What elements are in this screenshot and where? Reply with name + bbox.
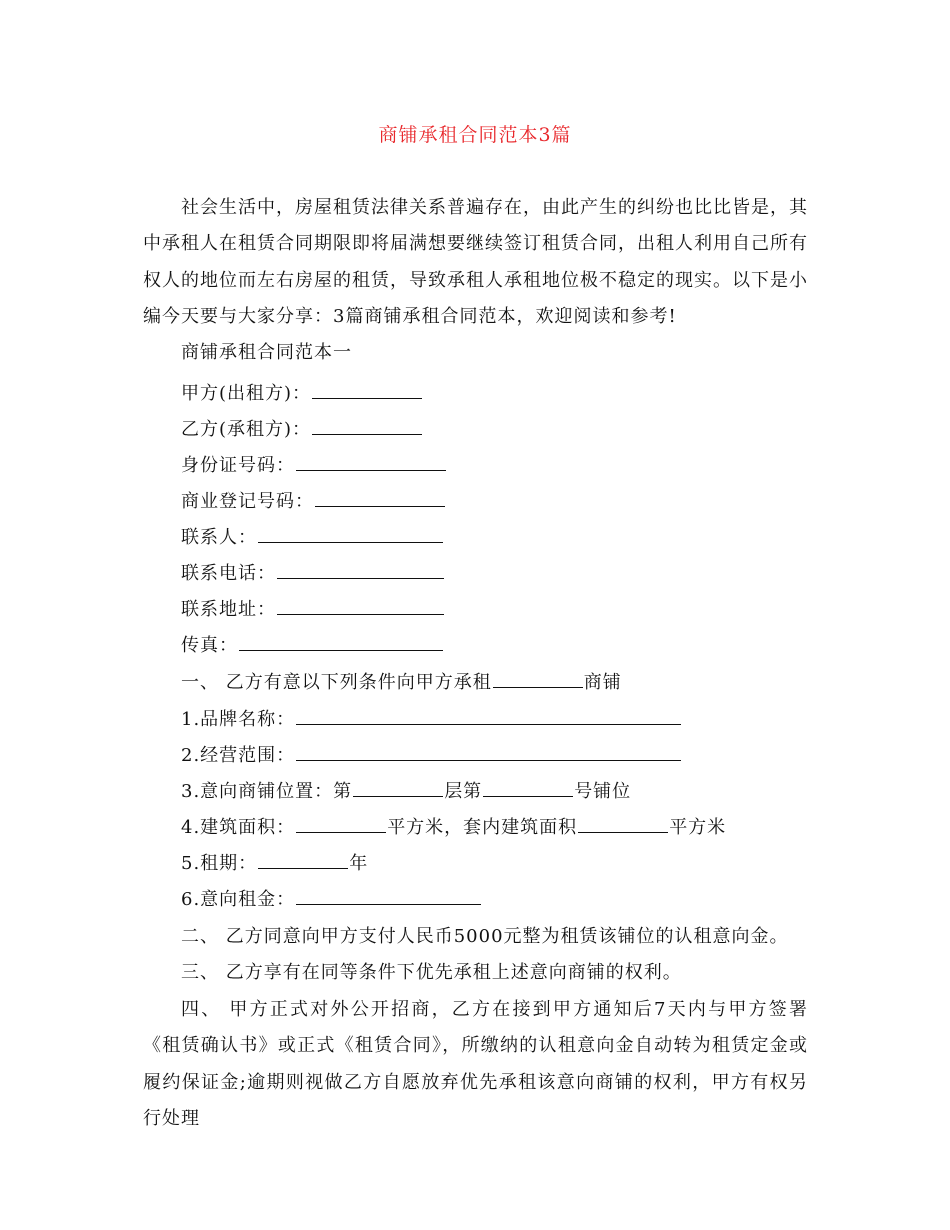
clause-2: 二、 乙方同意向甲方支付人民币5000元整为租赁该铺位的认租意向金。 xyxy=(181,926,789,947)
fill-blank xyxy=(578,814,668,833)
item-text: 年 xyxy=(349,853,369,874)
item-label: 6.意向租金： xyxy=(181,889,296,910)
fill-blank xyxy=(258,524,443,543)
field-business-reg xyxy=(181,488,446,514)
field-label: 身份证号码： xyxy=(181,455,295,476)
fill-blank xyxy=(315,488,445,507)
item-text: 平方米，套内建筑面积 xyxy=(387,817,578,838)
item-label: 4.建筑面积： xyxy=(181,817,296,838)
fill-blank xyxy=(493,669,583,688)
fill-blank xyxy=(239,632,443,651)
field-label: 乙方(承租方)： xyxy=(181,419,312,440)
clause-text: 一、 乙方有意以下列条件向甲方承租 xyxy=(181,672,492,693)
item-text: 层第 xyxy=(444,781,483,802)
field-label: 联系电话： xyxy=(181,563,276,584)
item-rent xyxy=(181,886,482,912)
field-party-a xyxy=(181,380,423,406)
fill-blank xyxy=(296,886,481,905)
item-label: 5.租期： xyxy=(181,853,258,874)
field-party-b xyxy=(181,416,423,442)
fill-blank xyxy=(258,850,348,869)
field-label: 甲方(出租方)： xyxy=(181,383,312,404)
item-location xyxy=(181,778,631,804)
item-label: 3.意向商铺位置：第 xyxy=(181,781,353,802)
fill-blank xyxy=(277,596,444,615)
item-label: 1.品牌名称： xyxy=(181,709,296,730)
field-id-number xyxy=(181,452,447,478)
item-text: 平方米 xyxy=(669,817,727,838)
fill-blank xyxy=(296,706,681,725)
clause-text: 商铺 xyxy=(583,672,622,693)
item-term xyxy=(181,850,368,876)
fill-blank xyxy=(353,778,443,797)
fill-blank xyxy=(312,416,422,435)
fill-blank xyxy=(296,742,681,761)
intro-paragraph: 社会生活中，房屋租赁法律关系普遍存在，由此产生的纠纷也比比皆是，其中承租人在租赁合同期限即将届满想要继续签订租赁合同，出租人利用自己所有权人的地位而左右房屋的租赁，导致承租人承租地位极不稳定的现实。以下是小编今天要与大家分享：3篇商铺承租合同范本，欢迎阅读和参考! xyxy=(143,197,808,328)
item-label: 2.经营范围： xyxy=(181,745,296,766)
clause-1 xyxy=(181,669,622,695)
fill-blank xyxy=(296,452,446,471)
field-label: 联系人： xyxy=(181,527,257,548)
field-label: 联系地址： xyxy=(181,599,276,620)
field-contact-address xyxy=(181,596,445,622)
item-scope xyxy=(181,742,682,768)
field-contact-phone xyxy=(181,560,445,586)
field-contact-person xyxy=(181,524,444,550)
clause-3: 三、 乙方享有在同等条件下优先承租上述意向商铺的权利。 xyxy=(181,962,682,983)
fill-blank xyxy=(312,380,422,399)
fill-blank xyxy=(296,814,386,833)
item-area xyxy=(181,814,726,840)
clause-4: 四、 甲方正式对外公开招商，乙方在接到甲方通知后7天内与甲方签署《租赁确认书》或正式《租赁合同》，所缴纳的认租意向金自动转为租赁定金或履约保证金;逾期则视做乙方自愿放弃优先承租该意向商铺的权利，甲方有权另行处理 xyxy=(143,999,808,1130)
fill-blank xyxy=(277,560,444,579)
document-title: 商铺承租合同范本3篇 xyxy=(378,124,572,146)
field-label: 传真： xyxy=(181,635,238,656)
fill-blank xyxy=(483,778,573,797)
field-label: 商业登记号码： xyxy=(181,491,314,512)
section-heading: 商铺承租合同范本一 xyxy=(181,342,352,363)
item-brand xyxy=(181,706,682,732)
field-fax xyxy=(181,632,444,658)
item-text: 号铺位 xyxy=(574,781,632,802)
